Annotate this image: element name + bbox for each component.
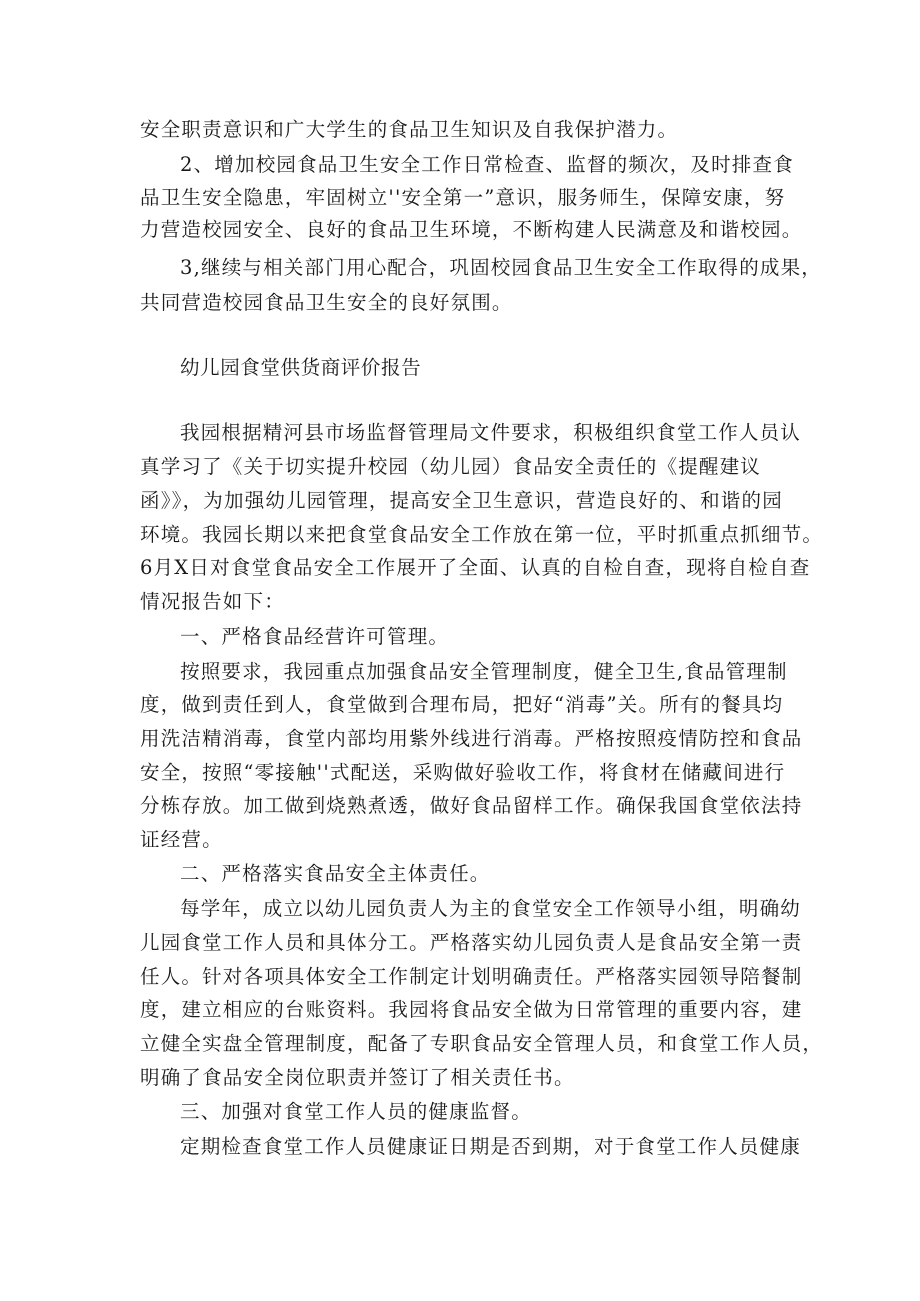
text-line: 每学年，成立以幼儿园负责人为主的食堂安全工作领导小组，明确幼 [180, 897, 802, 920]
text-line: 证经营。 [140, 828, 223, 851]
text-line: 定期检查食堂工作人员健康证日期是否到期，对于食堂工作人员健康 [180, 1135, 802, 1158]
text-line: 度，建立相应的台账资料。我园将食品安全做为日常管理的重要内容，建 [140, 998, 803, 1021]
text-line: 用洗洁精消毒，食堂内部均用紫外线进行消毒。严格按照疫情防控和食品 [140, 727, 803, 750]
section-title: 幼儿园食堂供货商评价报告 [180, 356, 422, 379]
text-line: 按照要求，我园重点加强食品安全管理制度，健全卫生,食品管理制 [180, 660, 788, 683]
text-line: 分栋存放。加工做到烧熟煮透，做好食品留样工作。确保我国食堂依法持 [140, 794, 803, 817]
text-line: 力营造校园安全、良好的食品卫生环境，不断构建人民满意及和谐校园。 [140, 218, 803, 241]
text-line: 安全，按照“零接触''式配送，采购做好验收工作，将食材在储藏间进行 [140, 761, 786, 784]
text-line: 真学习了《关于切实提升校园（幼儿园）食品安全责任的《提醒建议 [140, 455, 762, 478]
text-line: 2、增加校园食品卫生安全工作日常检查、监督的频次，及时排查食 [180, 153, 794, 176]
text-line: 环境。我园长期以来把食堂食品安全工作放在第一位，平时抓重点抓细节。 [140, 523, 824, 546]
text-line: 我园根据精河县市场监督管理局文件要求，积极组织食堂工作人员认 [180, 421, 802, 444]
text-line: 3,继续与相关部门用心配合，巩固校园食品卫生安全工作取得的成果， [180, 256, 823, 279]
text-line: 函》》，为加强幼儿园管理，提高安全卫生意识，营造良好的、和谐的园 [140, 489, 783, 512]
text-line: 安全职责意识和广大学生的食品卫生知识及自我保护潜力。 [140, 118, 679, 141]
text-line: 儿园食堂工作人员和具体分工。严格落实幼儿园负责人是食品安全第一责 [140, 931, 803, 954]
text-line: 品卫生安全隐患，牢固树立''安全第一”意识，服务师生，保障安康，努 [140, 186, 786, 209]
text-line: 立健全实盘全管理制度，配备了专职食品安全管理人员，和食堂工作人员， [140, 1032, 824, 1055]
text-line: 明确了食品安全岗位职责并签订了相关责任书。 [140, 1066, 575, 1089]
text-line: 三、加强对食堂工作人员的健康监督。 [180, 1100, 532, 1123]
text-line: 度，做到责任到人，食堂做到合理布局，把好“消毒”关。所有的餐具均 [140, 693, 784, 716]
text-line: 一、严格食品经营许可管理。 [180, 625, 450, 648]
text-line: 6月X日对食堂食品安全工作展开了全面、认真的自检自查，现将自检自查 [140, 556, 811, 579]
text-line: 情况报告如下： [140, 590, 285, 613]
text-line: 二、严格落实食品安全主体责任。 [180, 862, 491, 885]
text-line: 任人。针对各项具体安全工作制定计划明确责任。严格落实园领导陪餐制 [140, 965, 803, 988]
text-line: 共同营造校园食品卫生安全的良好氛围。 [140, 291, 513, 314]
